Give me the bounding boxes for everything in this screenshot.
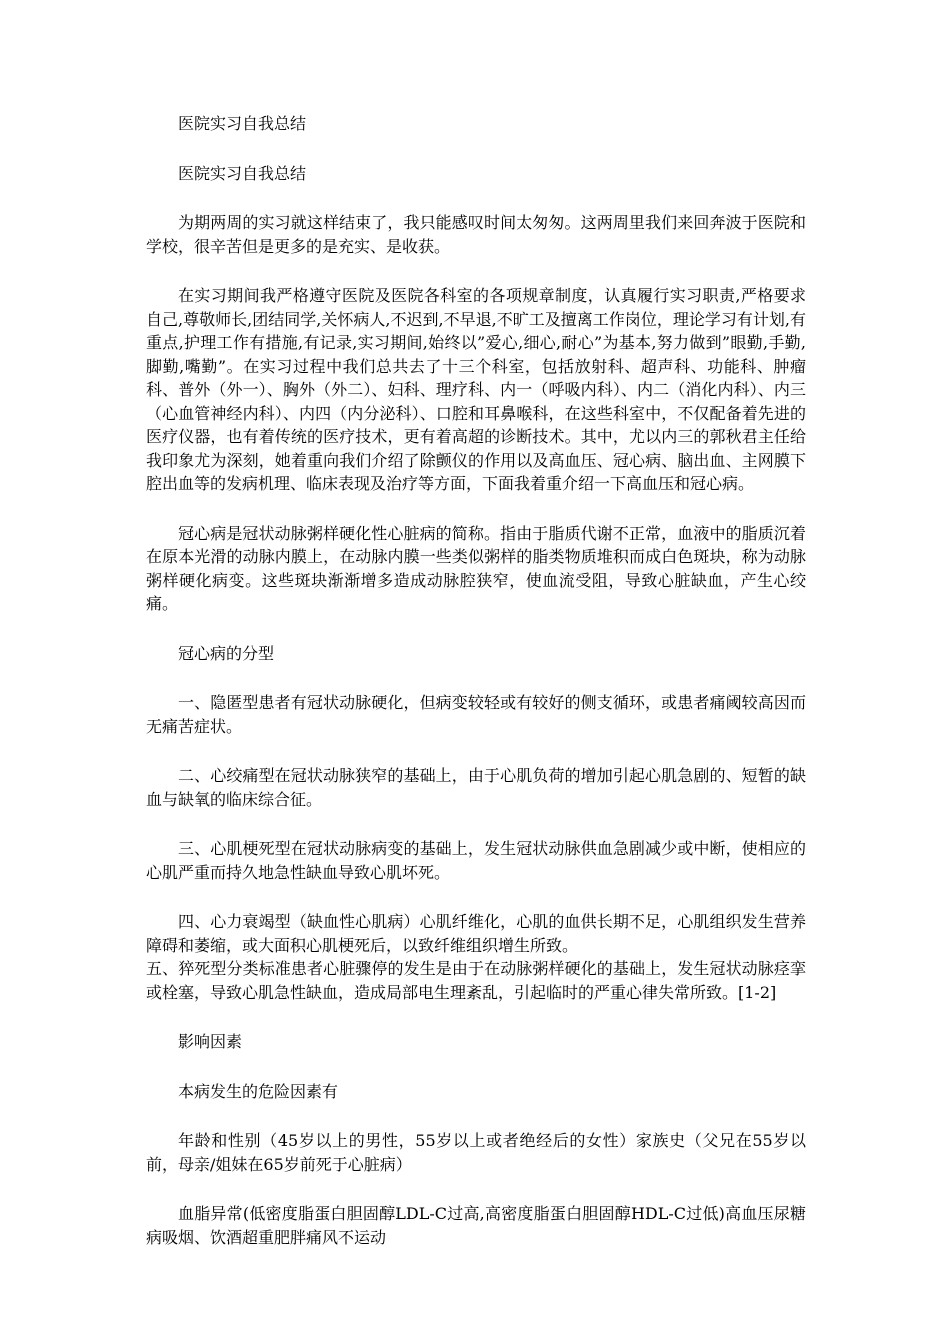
paragraph-type-2: 二、心绞痛型在冠状动脉狭窄的基础上，由于心肌负荷的增加引起心肌急剧的、短暂的缺血与缺氧的临床综合征。 [146, 766, 806, 809]
paragraph-type-3: 三、心肌梗死型在冠状动脉病变的基础上，发生冠状动脉供血急剧减少或中断，使相应的心肌严重而持久地急性缺血导致心肌坏死。 [146, 839, 806, 882]
document-body [146, 112, 806, 1275]
paragraph-type-5: 五、猝死型分类标准患者心脏骤停的发生是由于在动脉粥样硬化的基础上，发生冠状动脉痉挛或栓塞，导致心肌急性缺血，造成局部电生理紊乱，引起临时的严重心律失常所致。[1-2] [146, 959, 806, 1002]
heading-risk-factors: 本病发生的危险因素有 [178, 1081, 339, 1101]
document-title: 医院实习自我总结 [178, 114, 307, 133]
heading-factors: 影响因素 [178, 1032, 243, 1051]
paragraph-risk-age: 年龄和性别（45岁以上的男性，55岁以上或者绝经后的女性）家族史（父兄在55岁以前，母亲/姐妹在65岁前死于心脏病） [146, 1131, 806, 1174]
paragraph-risk-lipids: 血脂异常(低密度脂蛋白胆固醇LDL-C过高,高密度脂蛋白胆固醇HDL-C过低)高血压尿糖病吸烟、饮酒超重肥胖痛风不运动 [146, 1204, 806, 1247]
paragraph-chd-definition: 冠心病是冠状动脉粥样硬化性心脏病的简称。指由于脂质代谢不正常，血液中的脂质沉着在原本光滑的动脉内膜上，在动脉内膜一些类似粥样的脂类物质堆积而成白色斑块，称为动脉粥样硬化病变。这些斑块渐渐增多造成动脉腔狭窄，使血流受阻，导致心脏缺血，产生心绞痛。 [146, 523, 806, 613]
paragraph-type-1: 一、隐匿型患者有冠状动脉硬化，但病变较轻或有较好的侧支循环，或患者痛阈较高因而无痛苦症状。 [146, 693, 806, 736]
paragraph-type-4: 四、心力衰竭型（缺血性心肌病）心肌纤维化，心肌的血供长期不足，心肌组织发生营养障碍和萎缩，或大面积心肌梗死后，以致纤维组织增生所致。 [146, 912, 806, 955]
heading-classification: 冠心病的分型 [178, 643, 275, 663]
paragraph-intro: 为期两周的实习就这样结束了，我只能感叹时间太匆匆。这两周里我们来回奔波于医院和学校，很辛苦但是更多的是充实、是收获。 [146, 213, 806, 256]
document-subtitle: 医院实习自我总结 [178, 163, 307, 183]
paragraph-internship: 在实习期间我严格遵守医院及医院各科室的各项规章制度，认真履行实习职责,严格要求自己,尊敬师长,团结同学,关怀病人,不迟到,不早退,不旷工及擅离工作岗位，理论学习有计划,有重点,护理工作有措施,有记录,实习期间,始终以”爱心,细心,耐心”为基本,努力做到”眼勤,手勤,脚勤,嘴勤”。在实习过程中我们总共去了十三个科室，包括放射科、超声科、功能科、肿瘤科、普外（外一）、胸外（外二）、妇科、理疗科、内一（呼吸内科）、内二（消化内科）、内三（心血管神经内科）、内四（内分泌科）、口腔和耳鼻喉科，在这些科室中，不仅配备着先进的医疗仪器，也有着传统的医疗技术，更有着高超的诊断技术。其中，尤以内三的郭秋君主任给我印象尤为深刻，她着重向我们介绍了除颤仪的作用以及高血压、冠心病、脑出血、主网膜下腔出血等的发病机理、临床表现及治疗等方面，下面我着重介绍一下高血压和冠心病。 [146, 286, 806, 493]
